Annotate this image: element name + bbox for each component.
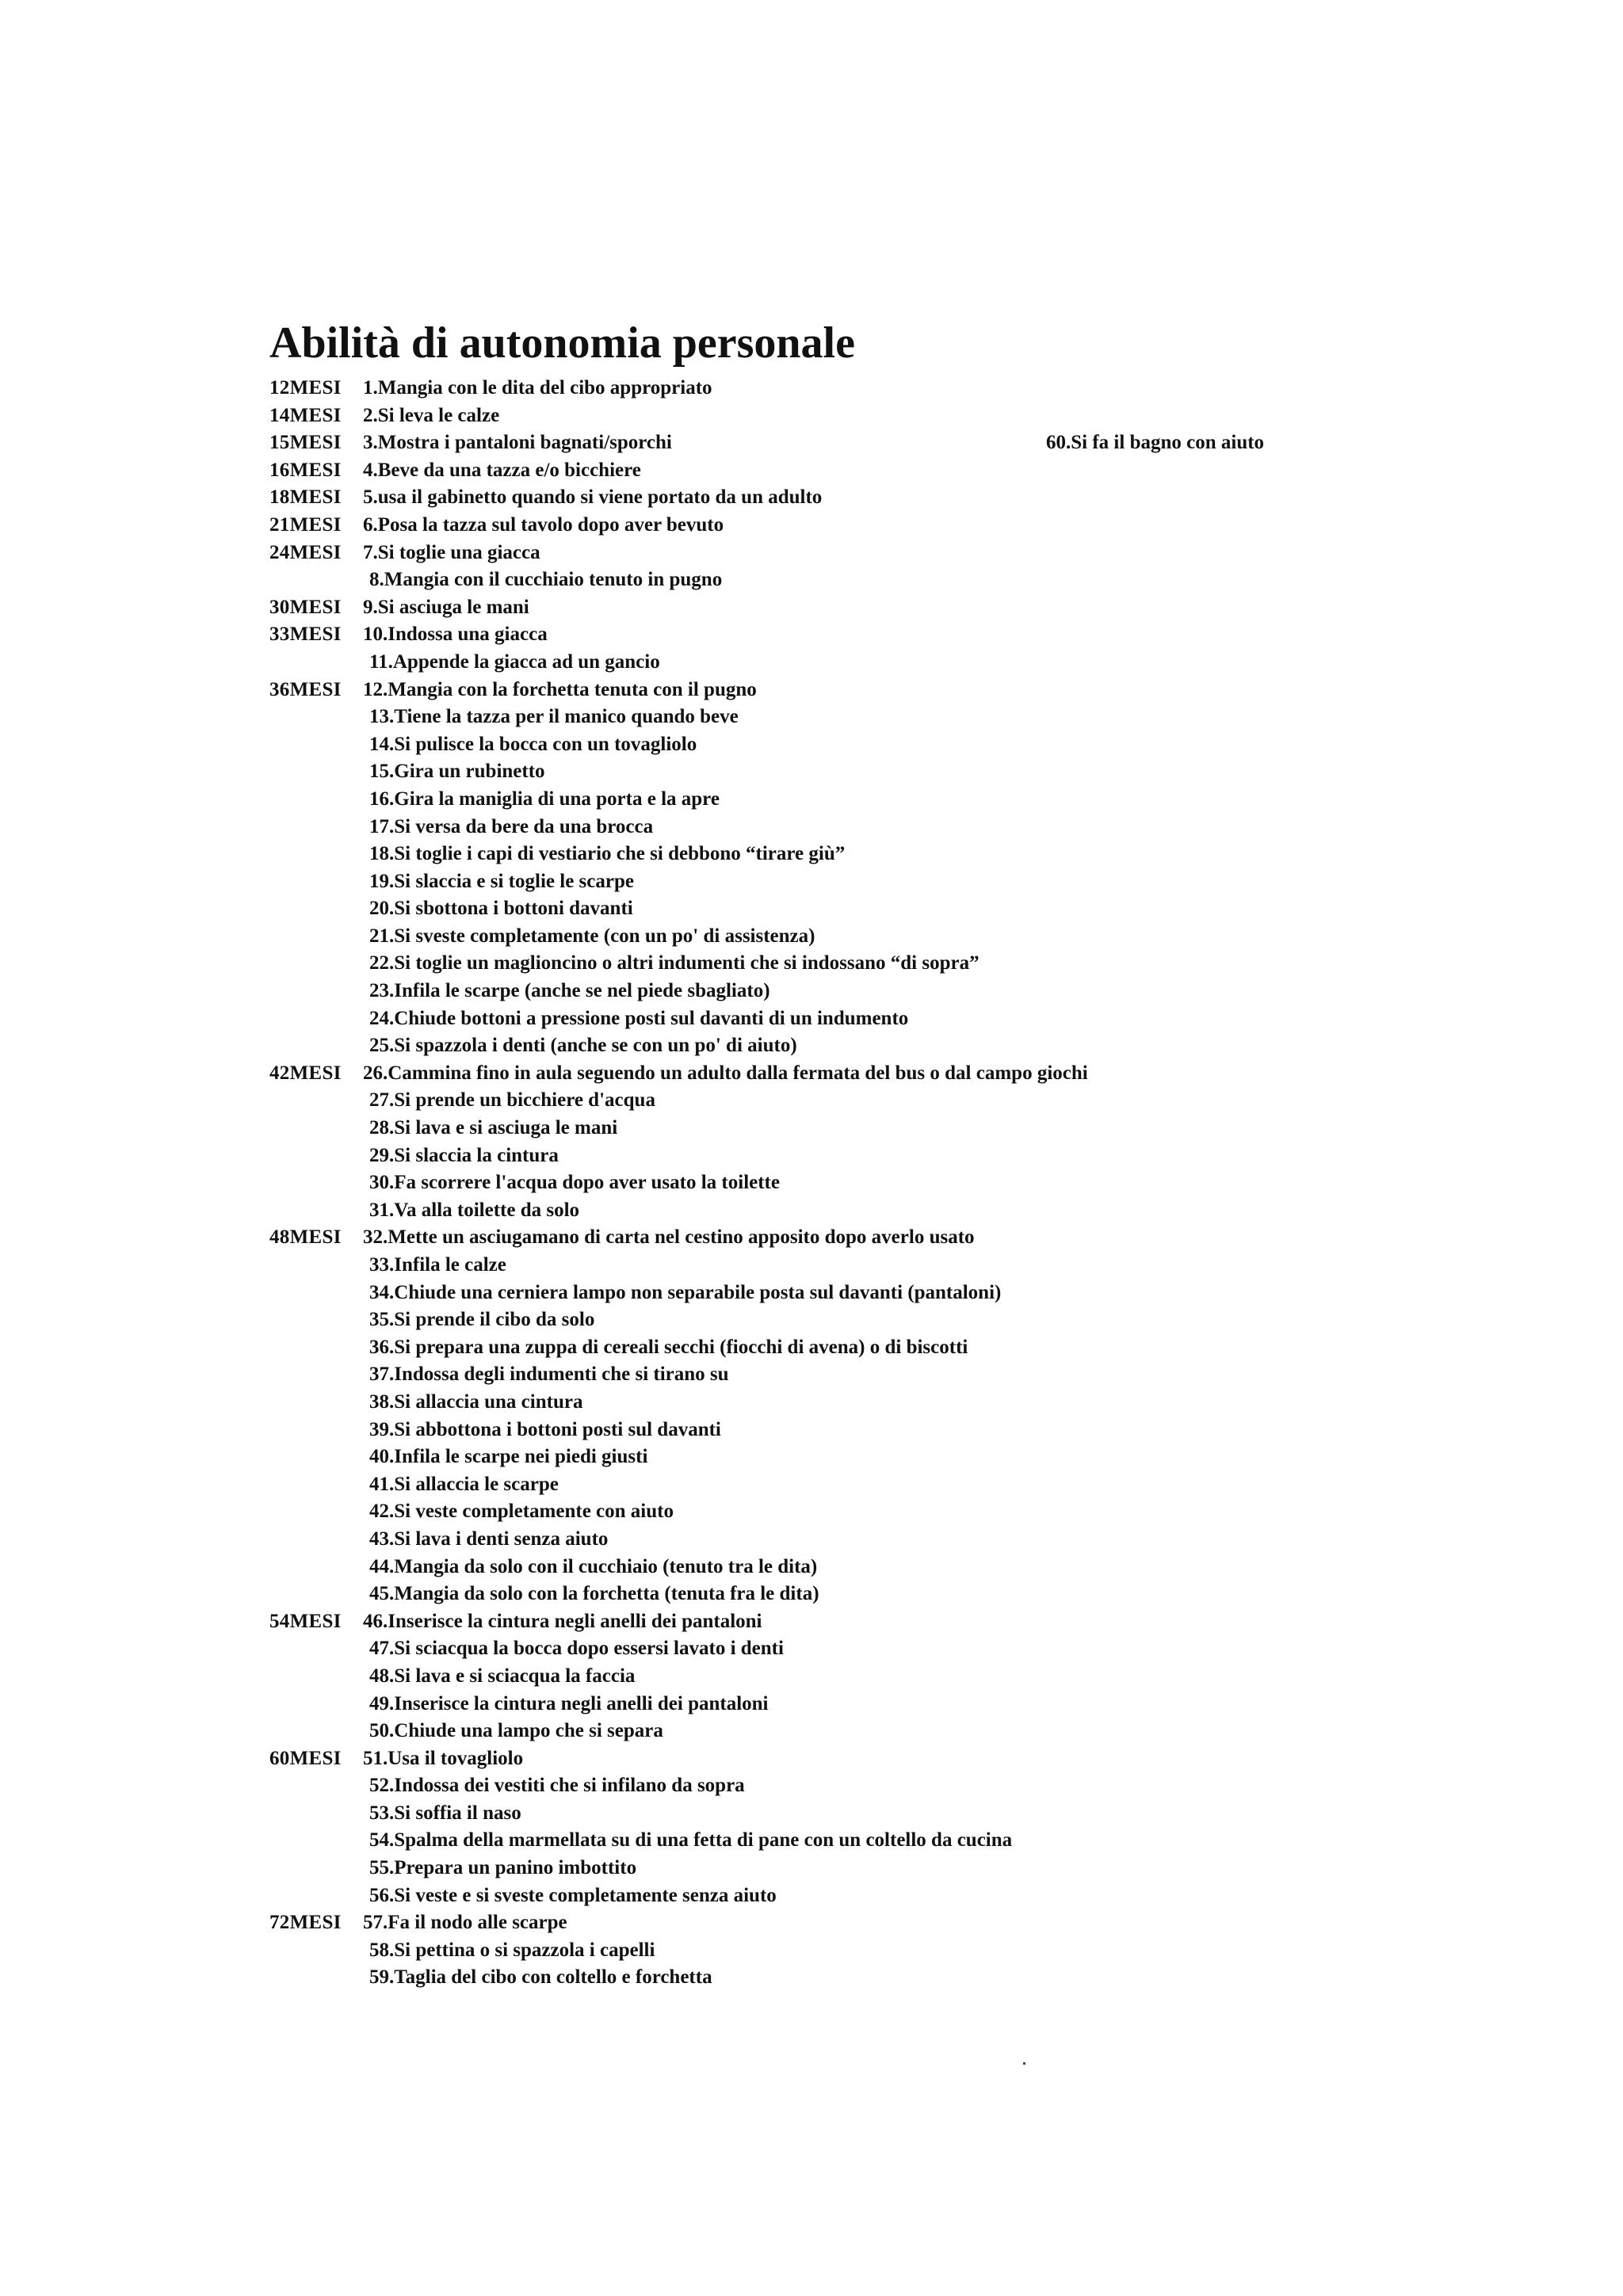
skill-row [269,1417,1569,1444]
skill-text: 40.Infila le scarpe nei piedi giusti [369,1446,648,1468]
skill-text: 1.Mangia con le dita del cibo appropriato [363,377,712,399]
skill-text: 47.Si sciacqua la bocca dopo essersi lavato i denti [369,1638,784,1660]
age-label: 54MESI [269,1610,342,1632]
skill-row [269,484,1569,512]
skill-row [269,814,1569,841]
skill-text: 23.Infila le scarpe (anche se nel piede sbagliato) [369,980,770,1002]
age-label: 36MESI [269,678,342,700]
skill-row [269,1581,1569,1608]
skill-row [269,1361,1569,1389]
skill-row [269,1827,1569,1855]
skills-list [269,375,1569,1992]
scan-speck [1023,2062,1025,2065]
skill-row [269,1608,1569,1636]
skill-text: 25.Si spazzola i denti (anche se con un po' di aiuto) [369,1035,797,1057]
skill-row [269,731,1569,759]
skill-text: 45.Mangia da solo con la forchetta (tenuta fra le dita) [369,1583,819,1605]
skill-row [269,1882,1569,1910]
skill-text: 24.Chiude bottoni a pressione posti sul davanti di un indumento [369,1007,909,1029]
skill-text: 56.Si veste e si sveste completamente senza aiuto [369,1884,777,1906]
skill-row [269,1444,1569,1471]
skill-text: 14.Si pulisce la bocca con un tovagliolo [369,733,697,755]
skill-text: 20.Si sbottona i bottoni davanti [369,898,633,920]
skill-row [269,923,1569,951]
skill-text: 17.Si versa da bere da una brocca [369,815,654,837]
skill-text: 51.Usa il tovagliolo [363,1747,524,1769]
skill-text: 12.Mangia con la forchetta tenuta con il pugno [363,678,757,700]
skill-text: 19.Si slaccia e si toglie le scarpe [369,870,634,892]
age-label: 72MESI [269,1912,342,1934]
skill-text: 49.Inserisce la cintura negli anelli dei pantaloni [369,1692,769,1714]
skill-row [269,1142,1569,1170]
skill-text: 11.Appende la giacca ad un gancio [369,650,660,673]
skill-row [269,1663,1569,1691]
skill-text: 44.Mangia da solo con il cucchiaio (tenuto tra le dita) [369,1555,818,1577]
age-label: 24MESI [269,541,342,563]
skill-text: 57.Fa il nodo alle scarpe [363,1912,567,1934]
skill-text: 6.Posa la tazza sul tavolo dopo aver bevuto [363,513,724,536]
skill-text: 37.Indossa degli indumenti che si tirano su [369,1363,729,1386]
skill-row [269,457,1569,485]
age-label: 48MESI [269,1226,342,1249]
age-label: 12MESI [269,377,342,399]
age-label: 21MESI [269,513,342,536]
skill-row [269,1115,1569,1142]
skill-row [269,1909,1569,1937]
skill-row [269,649,1569,677]
skill-text: 59.Taglia del cibo con coltello e forchetta [369,1966,712,1989]
skill-text: 43.Si lava i denti senza aiuto [369,1527,609,1550]
skill-text: 28.Si lava e si asciuga le mani [369,1117,618,1139]
skill-row [269,1252,1569,1280]
skill-text: 31.Va alla toilette da solo [369,1199,580,1221]
skill-text: 38.Si allaccia una cintura [369,1390,583,1413]
skill-text: 3.Mostra i pantaloni bagnati/sporchi [363,432,672,454]
skill-text: 46.Inserisce la cintura negli anelli dei pantaloni [363,1610,762,1632]
skill-text: 50.Chiude una lampo che si separa [369,1720,663,1742]
skill-row [269,895,1569,923]
skill-row [269,868,1569,896]
skill-text: 41.Si allaccia le scarpe [369,1473,559,1495]
skill-row [269,1032,1569,1060]
skill-row [269,1635,1569,1663]
skill-row [269,1306,1569,1334]
skill-text: 5.usa il gabinetto quando si viene portato da un adulto [363,486,823,509]
skill-row [269,786,1569,814]
skill-row [269,1169,1569,1197]
age-label: 60MESI [269,1747,342,1769]
skill-row [269,758,1569,786]
skill-row [269,1087,1569,1115]
skill-row [269,566,1569,594]
skill-text: 4.Beve da una tazza e/o bicchiere [363,459,641,481]
skill-text: 16.Gira la maniglia di una porta e la apre [369,788,720,810]
skill-text: 27.Si prende un bicchiere d'acqua [369,1089,655,1112]
skill-row [269,512,1569,540]
skill-row [269,1197,1569,1225]
skill-row [269,1554,1569,1581]
skill-text: 21.Si sveste completamente (con un po' di assistenza) [369,925,815,947]
age-label: 15MESI [269,432,342,454]
skill-text: 7.Si toglie una giacca [363,541,540,563]
skill-text: 34.Chiude una cerniera lampo non separabile posta sul davanti (pantaloni) [369,1281,1002,1303]
skill-row [269,1937,1569,1965]
skill-row [269,1060,1569,1088]
skill-row [269,1526,1569,1554]
skill-row [269,1498,1569,1526]
skill-row [269,429,1569,457]
skill-text: 48.Si lava e si sciacqua la faccia [369,1665,636,1687]
skill-row [269,621,1569,649]
side-note: 60.Si fa il bagno con aiuto [1046,432,1265,453]
document-title: Abilità di autonomia personale [269,318,855,368]
skill-text: 53.Si soffia il naso [369,1802,521,1824]
skill-text: 22.Si toglie un maglioncino o altri indumenti che si indossano “di sopra” [369,952,980,974]
skill-row [269,1964,1569,1992]
skill-row [269,1005,1569,1033]
age-label: 18MESI [269,486,342,509]
skill-row [269,841,1569,868]
skill-row [269,704,1569,731]
skill-row [269,1280,1569,1307]
skill-row [269,1800,1569,1828]
skill-text: 58.Si pettina o si spazzola i capelli [369,1939,655,1961]
skill-row [269,1471,1569,1499]
skill-text: 9.Si asciuga le mani [363,596,529,618]
skill-text: 42.Si veste completamente con aiuto [369,1501,674,1523]
skill-row [269,1855,1569,1882]
age-label: 33MESI [269,624,342,646]
skill-row [269,1718,1569,1745]
skill-text: 15.Gira un rubinetto [369,761,545,783]
age-label: 30MESI [269,596,342,618]
skill-text: 52.Indossa dei vestiti che si infilano da sopra [369,1775,745,1797]
skill-text: 2.Si leva le calze [363,404,500,426]
skill-row [269,677,1569,704]
skill-row [269,1691,1569,1718]
skill-text: 54.Spalma della marmellata su di una fetta di pane con un coltello da cucina [369,1829,1013,1852]
skill-text: 30.Fa scorrere l'acqua dopo aver usato la toilette [369,1172,780,1194]
skill-row [269,1389,1569,1417]
skill-row [269,1224,1569,1252]
skill-text: 18.Si toglie i capi di vestiario che si debbono “tirare giù” [369,843,846,865]
skill-text: 13.Tiene la tazza per il manico quando beve [369,706,739,728]
skill-text: 36.Si prepara una zuppa di cereali secchi (fiocchi di avena) o di biscotti [369,1336,968,1358]
skill-text: 29.Si slaccia la cintura [369,1144,559,1166]
skill-text: 55.Prepara un panino imbottito [369,1857,637,1879]
skill-text: 35.Si prende il cibo da solo [369,1309,595,1331]
skill-text: 8.Mangia con il cucchiaio tenuto in pugno [369,569,723,591]
skill-row [269,540,1569,567]
skill-text: 39.Si abbottona i bottoni posti sul davanti [369,1418,721,1440]
skill-row [269,402,1569,430]
age-label: 42MESI [269,1062,342,1084]
skill-row [269,978,1569,1005]
skill-row [269,594,1569,622]
skill-text: 33.Infila le calze [369,1254,506,1276]
skill-text: 26.Cammina fino in aula seguendo un adulto dalla fermata del bus o dal campo giochi [363,1062,1088,1084]
age-label: 14MESI [269,404,342,426]
skill-text: 32.Mette un asciugamano di carta nel cestino apposito dopo averlo usato [363,1226,975,1249]
age-label: 16MESI [269,459,342,481]
skill-row [269,375,1569,402]
skill-row [269,950,1569,978]
skill-row [269,1772,1569,1800]
skill-row [269,1745,1569,1773]
skill-text: 10.Indossa una giacca [363,624,548,646]
skill-row [269,1334,1569,1362]
